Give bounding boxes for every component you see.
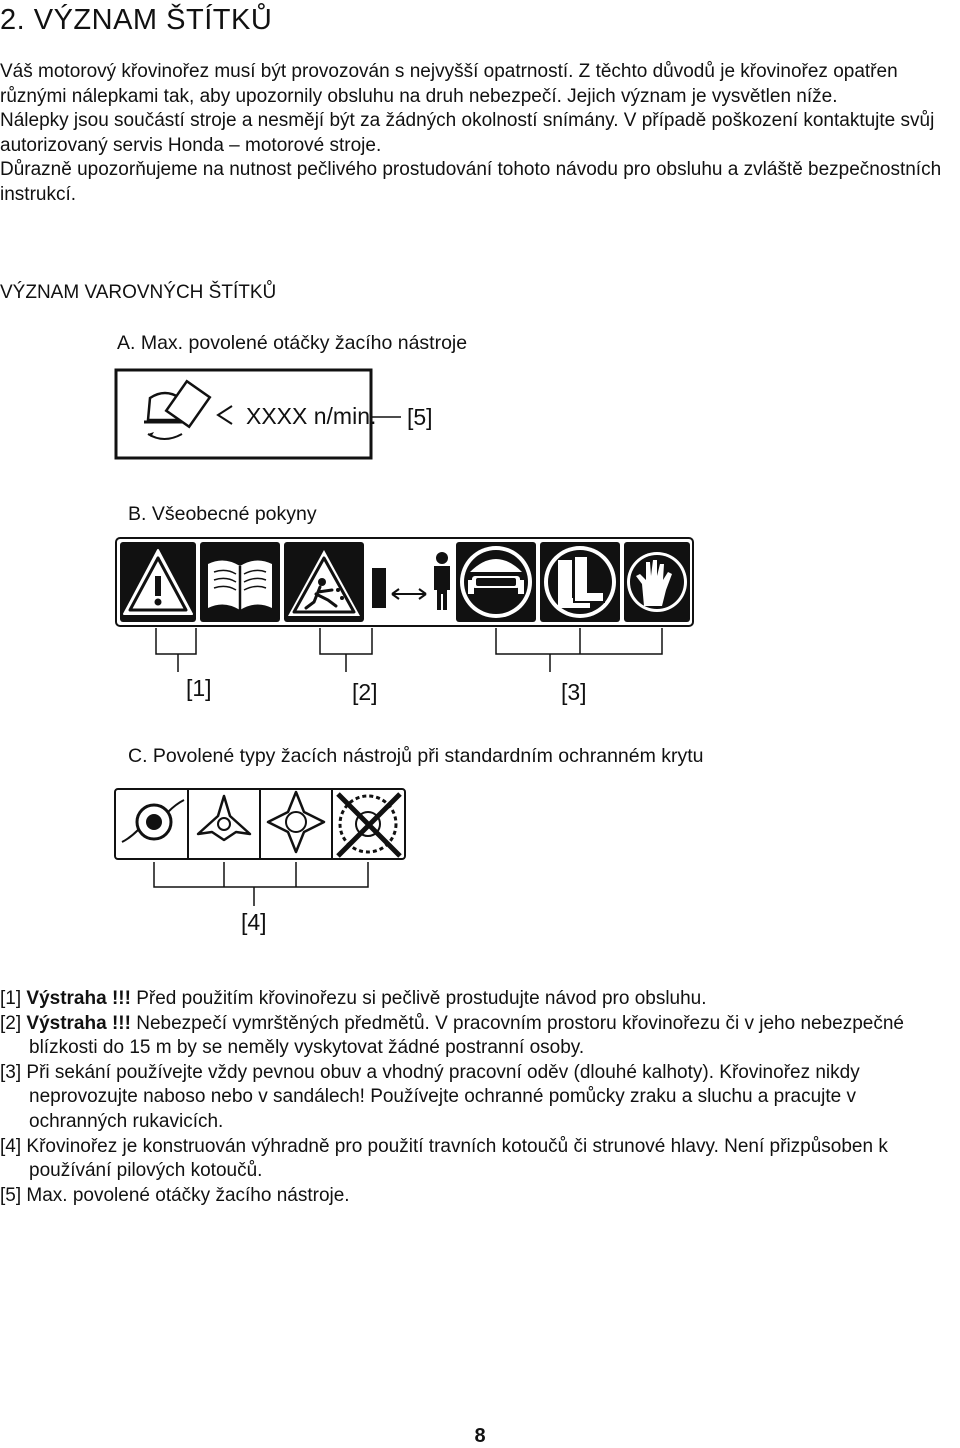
page-heading: 2. VÝZNAM ŠTÍTKŮ (0, 4, 273, 36)
label-explanations (0, 987, 940, 1208)
intro-paragraph: Důrazně upozorňujeme na nutnost pečlivého prostudování tohoto návodu pro obsluhu a zvláště bezpečnostních instrukcí. (0, 159, 942, 205)
section-c-title: C. Povolené typy žacích nástrojů při standardním ochranném krytu (128, 745, 704, 767)
section-b-title: B. Všeobecné pokyny (128, 503, 317, 525)
read-manual-icon (200, 542, 280, 622)
note-item: [5] Max. povolené otáčky žacího nástroje. (0, 1184, 350, 1206)
note-item: [2] Výstraha !!! Nebezpečí vymrštěných předmětů. V pracovním prostoru křovinořezu či v jeho nebezpečné blízkosti do 15 m by se neměly vyskytovat žádné postranní osoby. (0, 1012, 904, 1059)
callout-5: [5] (407, 404, 433, 430)
gloves-icon (624, 542, 690, 622)
page-number: 8 (474, 1425, 486, 1447)
callout-4: [4] (241, 909, 267, 935)
saw-blade-prohibited-icon (338, 794, 400, 856)
callout-3: [3] (561, 679, 587, 705)
intro-paragraph: Nálepky jsou součástí stroje a nesmějí být za žádných okolností snímány. V případě poškození kontaktujte svůj autorizovaný servis Honda – motorové stroje. (0, 110, 935, 156)
cutting-tools-label (110, 782, 410, 942)
warning-triangle-icon (120, 542, 196, 622)
callout-2: [2] (352, 679, 378, 705)
max-speed-label (110, 362, 450, 464)
intro-paragraph: Váš motorový křovinořez musí být provozován s nejvyšší opatrností. Z těchto důvodů je křovinořez opatřen různými nálepkami tak, aby upozornily obsluhu na druh nebezpečí. Jejich význam je vysvětlen níže. (0, 61, 898, 107)
callout-1: [1] (186, 675, 212, 701)
intro-text (0, 60, 960, 207)
safety-boots-icon (540, 542, 620, 622)
section-a-title: A. Max. povolené otáčky žacího nástroje (117, 332, 468, 354)
thrown-objects-icon (284, 542, 364, 622)
max-speed-value: XXXX n/min. (246, 403, 377, 429)
note-item: [1] Výstraha !!! Před použitím křovinořezu si pečlivě prostudujte návod pro obsluhu. (0, 988, 707, 1009)
note-item: [3] Při sekání používejte vždy pevnou obuv a vhodný pracovní oděv (dlouhé kalhoty). Křovinořez nikdy neprovozujte naboso nebo v sandálech! Používejte ochranné pomůcky zraku a sluchu a pracujte v ochranných rukavicích. (0, 1061, 860, 1132)
note-item: [4] Křovinořez je konstruován výhradně pro použití travních kotoučů či strunové hlavy. Není přizpůsoben k používání pilových kotoučů. (0, 1135, 888, 1182)
helmet-goggles-icon (456, 542, 536, 622)
general-instructions-label (110, 532, 700, 712)
section-subheading: VÝZNAM VAROVNÝCH ŠTÍTKŮ (0, 282, 277, 303)
